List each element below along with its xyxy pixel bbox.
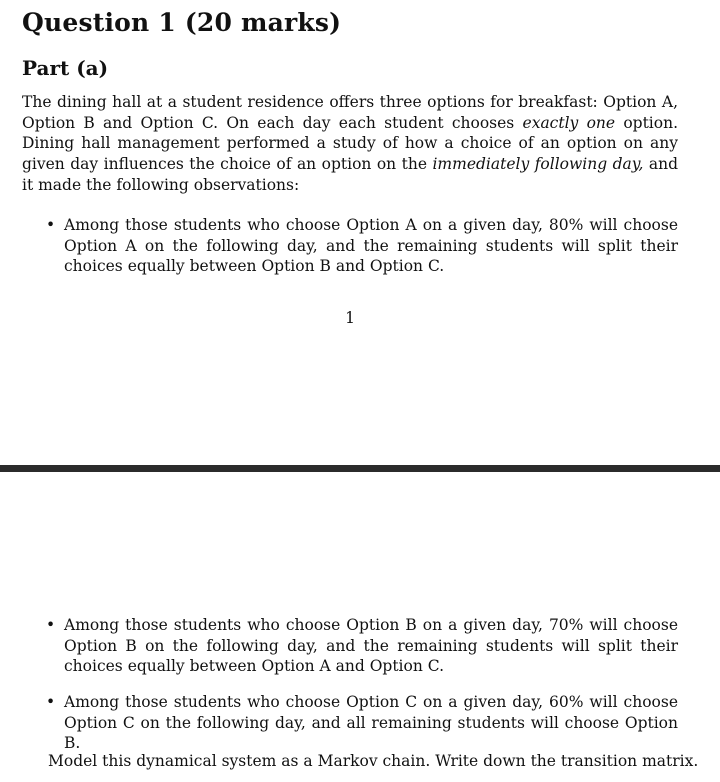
intro-emphasis-1: exactly one bbox=[522, 113, 616, 132]
intro-text-1: The dining hall at a student residence offers three options for breakfast: Option A, Option B and Option C. On each day each student chooses bbox=[22, 93, 678, 132]
closing-instruction: Model this dynamical system as a Markov chain. Write down the transition matrix. bbox=[48, 752, 699, 770]
bullet-item-option-c bbox=[46, 692, 678, 754]
bullet-text: Among those students who choose Option A on a given day, 80% will choose Option A on the following day, and the remaining students will split their choices equally between Option B and Option C. bbox=[64, 216, 678, 276]
bullet-dot-icon: • bbox=[46, 616, 56, 634]
part-title: Part (a) bbox=[22, 56, 109, 80]
bullet-item-option-a bbox=[46, 215, 678, 277]
page-break-divider bbox=[0, 465, 720, 472]
question-title: Question 1 (20 marks) bbox=[22, 8, 342, 37]
intro-text-2: option. Dining hall management performed a study of how a choice of an option on any given day influences the choice of an option on the bbox=[22, 113, 679, 174]
bullet-dot-icon: • bbox=[46, 216, 56, 234]
intro-text-3: and it made the following observations: bbox=[22, 155, 678, 194]
page-2 bbox=[0, 472, 720, 782]
intro-emphasis-2: immediately following day, bbox=[432, 155, 644, 174]
page-number: 1 bbox=[345, 309, 355, 327]
bullet-text: Among those students who choose Option C on a given day, 60% will choose Option C on the following day, and all remaining students will choose Option B. bbox=[64, 693, 678, 753]
bullet-text: Among those students who choose Option B on a given day, 70% will choose Option B on the following day, and the remaining students will split their choices equally between Option A and Option C. bbox=[64, 616, 678, 676]
bullet-dot-icon: • bbox=[46, 693, 56, 711]
bullet-item-option-b bbox=[46, 615, 678, 677]
intro-paragraph bbox=[22, 92, 678, 196]
